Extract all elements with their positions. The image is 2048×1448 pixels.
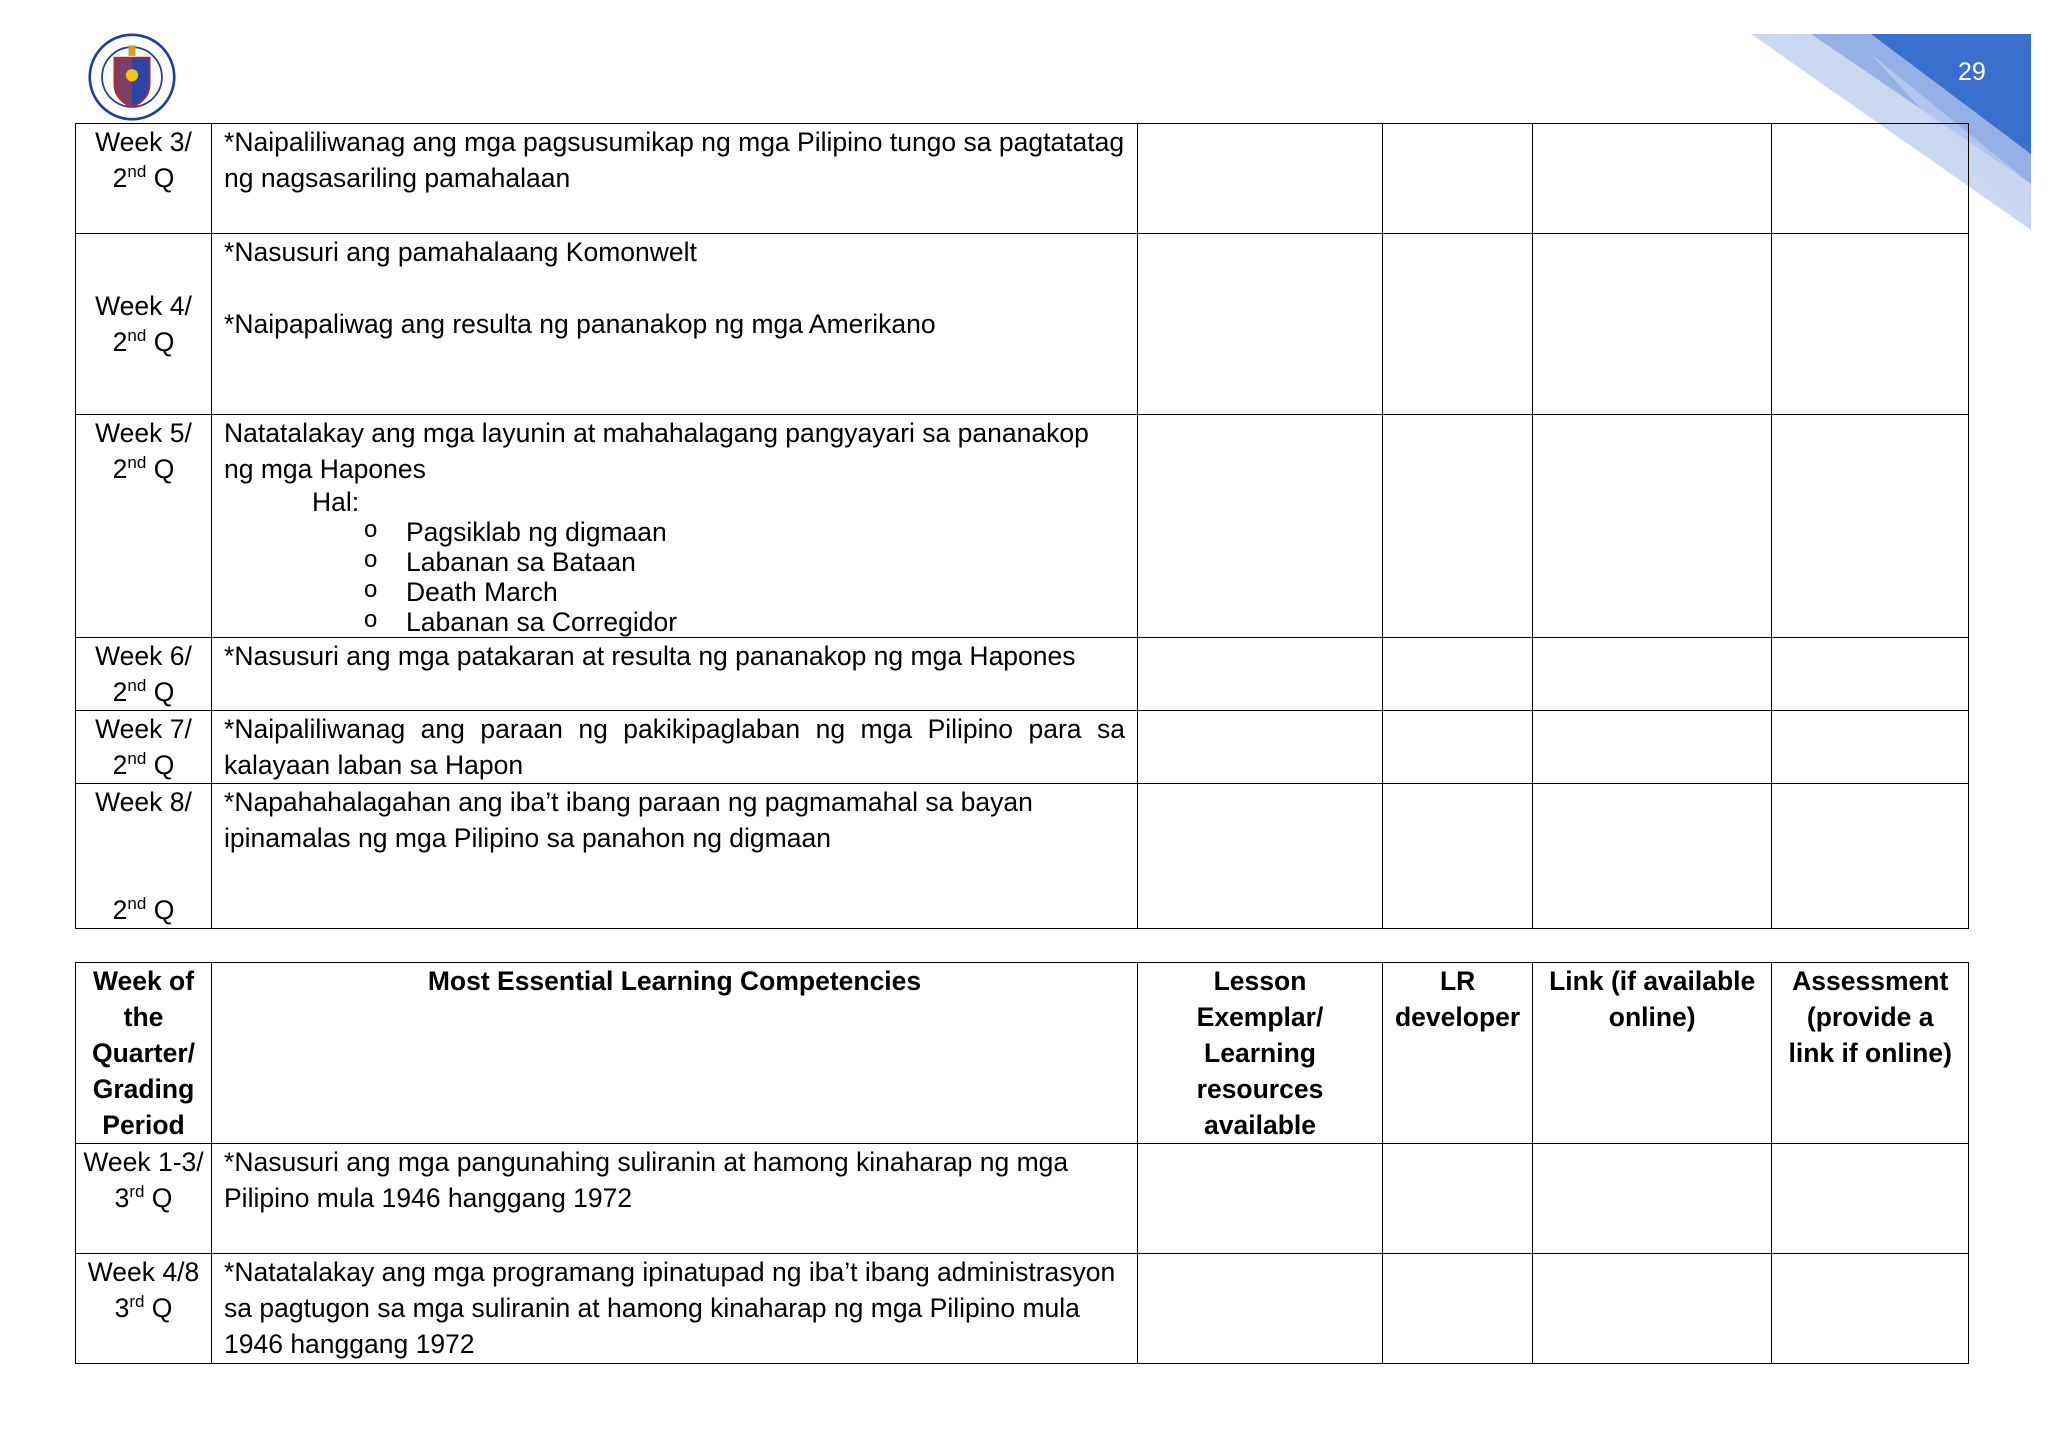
week-cell: Week 6/ 2nd Q: [76, 638, 212, 711]
competency-cell: *Nasusuri ang mga pangunahing suliranin at hamong kinaharap ng mga Pilipino mula 1946 hanggang 1972: [212, 1144, 1138, 1254]
table-row: [76, 1144, 1969, 1254]
week-cell: Week 5/ 2nd Q: [76, 415, 212, 638]
header-lesson: Lesson Exemplar/ Learning resources available: [1138, 963, 1383, 1144]
lesson-cell: [1138, 1144, 1383, 1254]
link-cell: [1533, 784, 1772, 929]
table-row: [76, 784, 1969, 929]
table-row: [76, 124, 1969, 234]
lesson-cell: [1138, 1254, 1383, 1364]
assessment-cell: [1772, 638, 1969, 711]
lesson-cell: [1138, 124, 1383, 234]
example-label: Hal:: [312, 487, 360, 517]
list-item: o Labanan sa Bataan: [406, 547, 1125, 577]
lr-cell: [1383, 415, 1533, 638]
competency-cell: *Nasusuri ang pamahalaang Komonwelt *Naipapaliwag ang resulta ng pananakop ng mga Amerikano: [212, 234, 1138, 415]
lesson-cell: [1138, 234, 1383, 415]
competency-table: [75, 962, 1969, 1364]
lesson-cell: [1138, 638, 1383, 711]
competency-cell: *Nasusuri ang mga patakaran at resulta ng pananakop ng mga Hapones: [212, 638, 1138, 711]
assessment-cell: [1772, 711, 1969, 784]
lr-cell: [1383, 784, 1533, 929]
lr-cell: [1383, 1144, 1533, 1254]
header-week: Week of the Quarter/ Grading Period: [76, 963, 212, 1144]
table-row: [76, 415, 1969, 638]
lr-cell: [1383, 234, 1533, 415]
lr-cell: [1383, 638, 1533, 711]
table-row: [76, 234, 1969, 415]
week-cell: Week 4/ 2nd Q: [76, 234, 212, 415]
competency-cell: *Naipaliliwanag ang mga pagsusumikap ng mga Pilipino tungo sa pagtatatag ng nagsasariling pamahalaan: [212, 124, 1138, 234]
header-link: Link (if available online): [1533, 963, 1772, 1144]
deped-seal-icon: [88, 33, 176, 121]
week-cell: Week 7/ 2nd Q: [76, 711, 212, 784]
link-cell: [1533, 711, 1772, 784]
lr-cell: [1383, 1254, 1533, 1364]
lesson-cell: [1138, 784, 1383, 929]
table-row: [76, 1254, 1969, 1364]
competency-cell: *Napahahalagahan ang iba’t ibang paraan ng pagmamahal sa bayan ipinamalas ng mga Pilipino sa panahon ng digmaan: [212, 784, 1138, 929]
week-cell: Week 1-3/ 3rd Q: [76, 1144, 212, 1254]
link-cell: [1533, 638, 1772, 711]
link-cell: [1533, 415, 1772, 638]
assessment-cell: [1772, 1254, 1969, 1364]
competency-cell: *Natatalakay ang mga programang ipinatupad ng iba’t ibang administrasyon sa pagtugon sa mga suliranin at hamong kinaharap ng mga Pilipino mula 1946 hanggang 1972: [212, 1254, 1138, 1364]
list-item: o Labanan sa Corregidor: [406, 607, 1125, 637]
assessment-cell: [1772, 234, 1969, 415]
table-row: [76, 638, 1969, 711]
table-header-row: [76, 963, 1969, 1144]
week-cell: Week 3/ 2nd Q: [76, 124, 212, 234]
list-item: o Death March: [406, 577, 1125, 607]
competency-table-continued: [75, 123, 1969, 929]
week-cell: Week 8/ 2nd Q: [76, 784, 212, 929]
week-cell: Week 4/8 3rd Q: [76, 1254, 212, 1364]
link-cell: [1533, 1144, 1772, 1254]
lr-cell: [1383, 711, 1533, 784]
lr-cell: [1383, 124, 1533, 234]
link-cell: [1533, 1254, 1772, 1364]
list-item: o Pagsiklab ng digmaan: [406, 517, 1125, 547]
competency-cell: *Naipaliliwanag ang paraan ng pakikipaglaban ng mga Pilipino para sa kalayaan laban sa Hapon: [212, 711, 1138, 784]
header-assessment: Assessment (provide a link if online): [1772, 963, 1969, 1144]
header-lr: LR developer: [1383, 963, 1533, 1144]
lesson-cell: [1138, 711, 1383, 784]
assessment-cell: [1772, 1144, 1969, 1254]
link-cell: [1533, 124, 1772, 234]
page-number: 29: [1958, 58, 1986, 86]
lesson-cell: [1138, 415, 1383, 638]
assessment-cell: [1772, 784, 1969, 929]
link-cell: [1533, 234, 1772, 415]
header-melc: Most Essential Learning Competencies: [212, 963, 1138, 1144]
competency-cell: Natatalakay ang mga layunin at mahahalagang pangyayari sa pananakop ng mga Hapones Hal: o Pagsiklab ng digmaan o Labanan sa Bataan o Death March o Labanan sa Corregidor: [212, 415, 1138, 638]
example-list: [224, 517, 1125, 637]
assessment-cell: [1772, 415, 1969, 638]
table-row: [76, 711, 1969, 784]
assessment-cell: [1772, 124, 1969, 234]
